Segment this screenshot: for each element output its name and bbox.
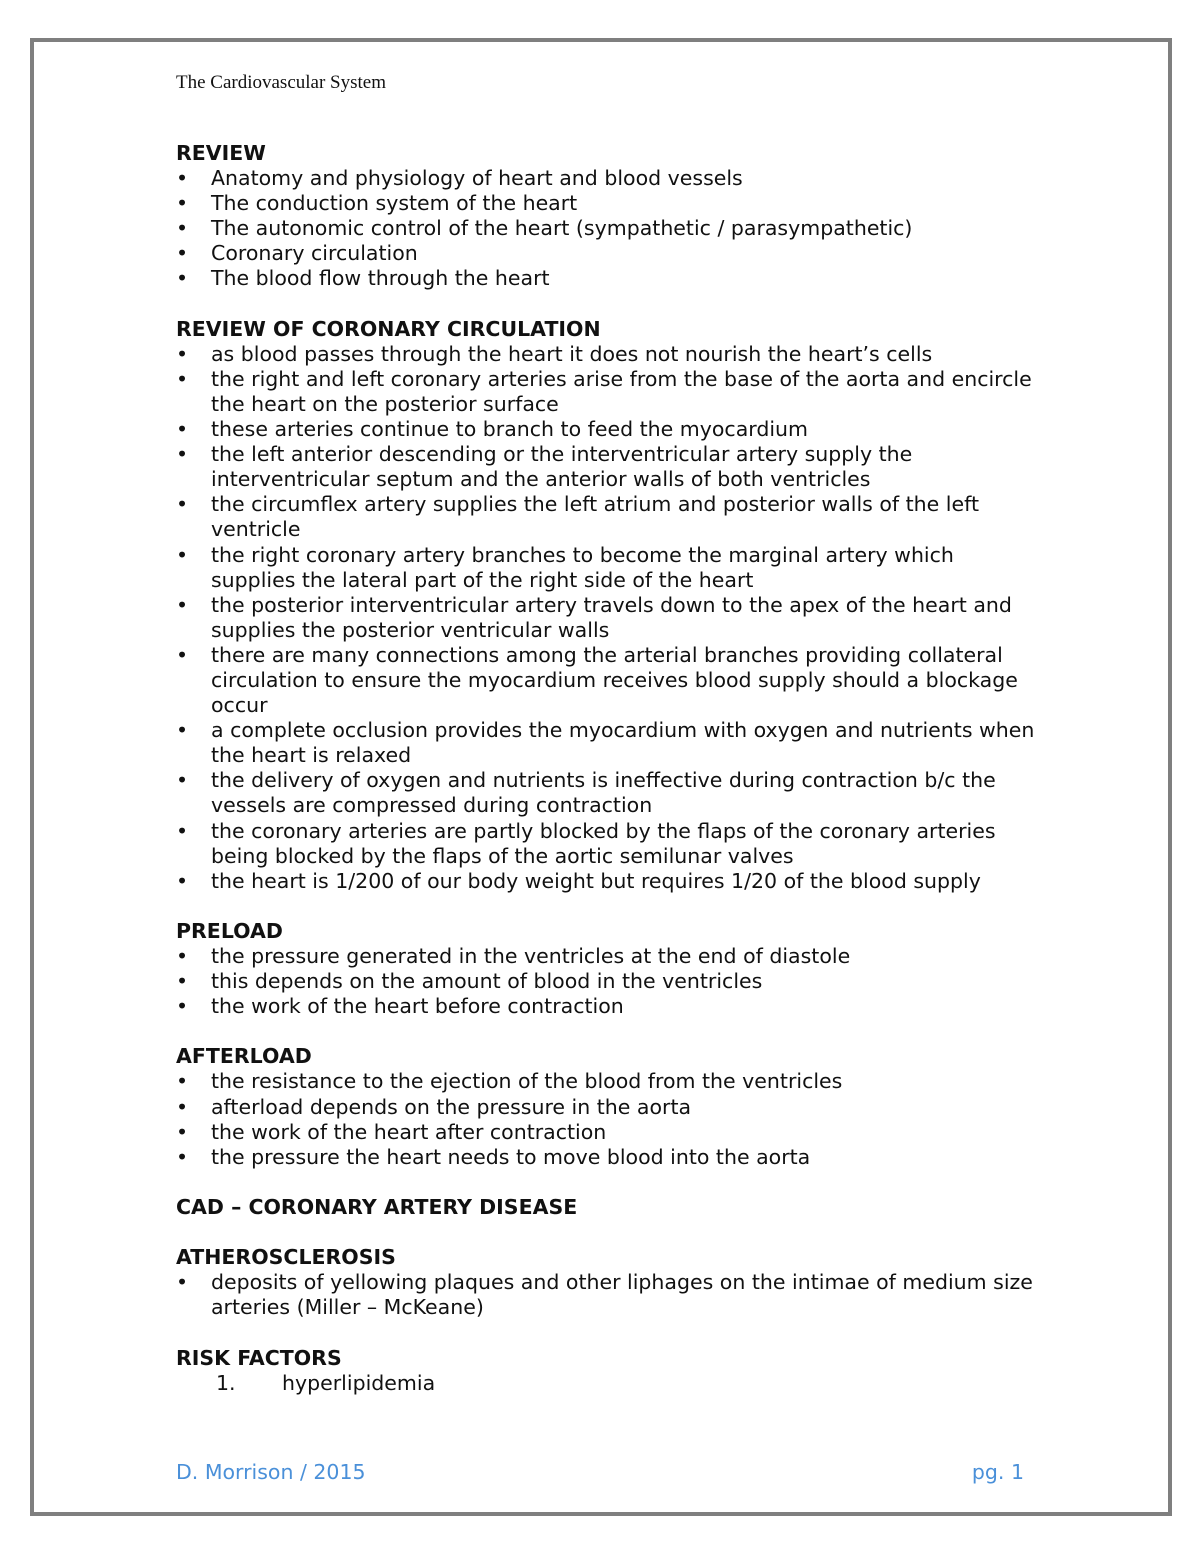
bullet-icon: • — [176, 994, 189, 1019]
list-item — [176, 593, 1036, 643]
section-heading: CAD – CORONARY ARTERY DISEASE — [176, 1194, 578, 1219]
bullet-icon: • — [176, 1069, 189, 1094]
bullet-icon: • — [176, 542, 189, 567]
list-item-text: The conduction system of the heart — [211, 191, 578, 216]
list-item-text: The blood flow through the heart — [211, 266, 550, 291]
list-item — [176, 969, 1036, 994]
bullet-list — [176, 944, 1036, 1019]
list-item-text: a complete occlusion provides the myocardium with oxygen and nutrients when the heart is relaxed — [211, 718, 1035, 768]
list-item-text: Anatomy and physiology of heart and blood vessels — [211, 166, 743, 191]
list-item — [176, 241, 1036, 266]
bullet-icon: • — [176, 818, 189, 843]
bullet-icon: • — [176, 341, 189, 366]
list-item — [176, 492, 1036, 542]
bullet-icon: • — [176, 166, 189, 191]
list-item — [176, 1095, 1036, 1120]
bullet-list — [176, 342, 1036, 894]
header-title: The Cardiovascular System — [176, 72, 387, 93]
list-item-text: the right and left coronary arteries arise from the base of the aorta and encircle the heart on the posterior surface — [211, 366, 1032, 416]
list-item — [176, 1270, 1036, 1320]
list-item-text: deposits of yellowing plaques and other liphages on the intimae of medium size arteries (Miller – McKeane) — [211, 1270, 1033, 1320]
list-item — [176, 216, 1036, 241]
list-item — [176, 442, 1036, 492]
section-heading: ATHEROSCLEROSIS — [176, 1245, 396, 1270]
section-heading: RISK FACTORS — [176, 1345, 342, 1370]
list-item-text: the pressure generated in the ventricles at the end of diastole — [211, 944, 851, 968]
list-item-text: the right coronary artery branches to become the marginal artery which supplies the lateral part of the right side of the heart — [211, 542, 954, 592]
list-item-text: the coronary arteries are partly blocked by the flaps of the coronary arteries being blocked by the flaps of the aortic semilunar valves — [211, 818, 996, 868]
bullet-icon: • — [176, 642, 189, 667]
section-risk-factors — [176, 1346, 1036, 1396]
list-item — [176, 994, 1036, 1019]
list-item — [176, 191, 1036, 216]
list-item-text: the resistance to the ejection of the blood from the ventricles — [211, 1069, 843, 1094]
list-item-text: the pressure the heart needs to move blood into the aorta — [211, 1144, 811, 1169]
list-item — [176, 944, 1036, 969]
list-item — [176, 1145, 1036, 1170]
list-item — [176, 1120, 1036, 1145]
bullet-list — [176, 166, 1036, 291]
list-item-text: the work of the heart before contraction — [211, 994, 624, 1019]
bullet-icon: • — [176, 868, 189, 893]
list-item — [176, 819, 1036, 869]
list-item-text: the delivery of oxygen and nutrients is ineffective during contraction b/c the vessels are compressed during contraction — [211, 768, 996, 818]
list-item-text: hyperlipidemia — [282, 1370, 436, 1395]
list-item-text: the left anterior descending or the interventricular artery supply the interventricular septum and the anterior walls of both ventricles — [211, 442, 913, 492]
list-item-text: this depends on the amount of blood in the ventricles — [211, 969, 763, 994]
list-item-text: Coronary circulation — [211, 241, 418, 266]
bullet-icon: • — [176, 1094, 189, 1119]
section-heading: PRELOAD — [176, 918, 283, 943]
bullet-icon: • — [176, 191, 189, 216]
list-item-text: the circumflex artery supplies the left atrium and posterior walls of the left ventricle — [211, 492, 979, 542]
list-item — [176, 643, 1036, 718]
list-item-text: the posterior interventricular artery travels down to the apex of the heart and supplies the posterior ventricular walls — [211, 592, 1012, 642]
section-atherosclerosis — [176, 1245, 1036, 1320]
list-item — [176, 1069, 1036, 1094]
list-item-text: afterload depends on the pressure in the aorta — [211, 1094, 692, 1119]
bullet-icon: • — [176, 969, 189, 994]
footer-page-number: pg. 1 — [971, 1460, 1024, 1484]
list-item-text: The autonomic control of the heart (sympathetic / parasympathetic) — [211, 216, 913, 241]
footer-author: D. Morrison / 2015 — [176, 1460, 366, 1484]
section-review — [176, 141, 1036, 292]
section-cad — [176, 1195, 1036, 1220]
section-heading: REVIEW OF CORONARY CIRCULATION — [176, 316, 601, 341]
bullet-icon: • — [176, 492, 189, 517]
list-item-text: there are many connections among the arterial branches providing collateral circulation to ensure the myocardium receives blood supply should a blockage occur — [211, 642, 1018, 718]
bullet-icon: • — [176, 417, 189, 442]
list-item-text: the work of the heart after contraction — [211, 1119, 607, 1144]
list-item — [176, 266, 1036, 291]
document-body — [176, 70, 1036, 1421]
bullet-icon: • — [176, 1144, 189, 1169]
list-item — [176, 543, 1036, 593]
bullet-icon: • — [176, 718, 189, 743]
section-heading: AFTERLOAD — [176, 1044, 312, 1069]
list-item — [176, 417, 1036, 442]
list-item — [176, 367, 1036, 417]
bullet-icon: • — [176, 768, 189, 793]
bullet-list — [176, 1069, 1036, 1169]
list-item-text: the heart is 1/200 of our body weight but requires 1/20 of the blood supply — [211, 868, 981, 893]
list-item — [176, 768, 1036, 818]
bullet-icon: • — [176, 266, 189, 291]
bullet-list — [176, 1270, 1036, 1320]
list-item — [176, 869, 1036, 894]
list-item — [176, 1371, 1036, 1396]
bullet-icon: • — [176, 944, 189, 968]
bullet-icon: • — [176, 592, 189, 617]
bullet-icon: • — [176, 366, 189, 391]
list-item — [176, 718, 1036, 768]
section-coronary-circulation — [176, 317, 1036, 894]
bullet-icon: • — [176, 216, 189, 241]
list-item-text: as blood passes through the heart it does not nourish the heart’s cells — [211, 341, 933, 366]
bullet-icon: • — [176, 241, 189, 266]
section-preload — [176, 919, 1036, 1019]
section-heading: REVIEW — [176, 141, 266, 165]
list-item — [176, 342, 1036, 367]
bullet-icon: • — [176, 442, 189, 467]
bullet-icon: • — [176, 1270, 189, 1295]
list-item-text: these arteries continue to branch to feed the myocardium — [211, 417, 808, 442]
list-item — [176, 166, 1036, 191]
bullet-icon: • — [176, 1119, 189, 1144]
list-item-number: 1. — [216, 1370, 236, 1395]
numbered-list — [176, 1371, 1036, 1396]
section-afterload — [176, 1044, 1036, 1169]
